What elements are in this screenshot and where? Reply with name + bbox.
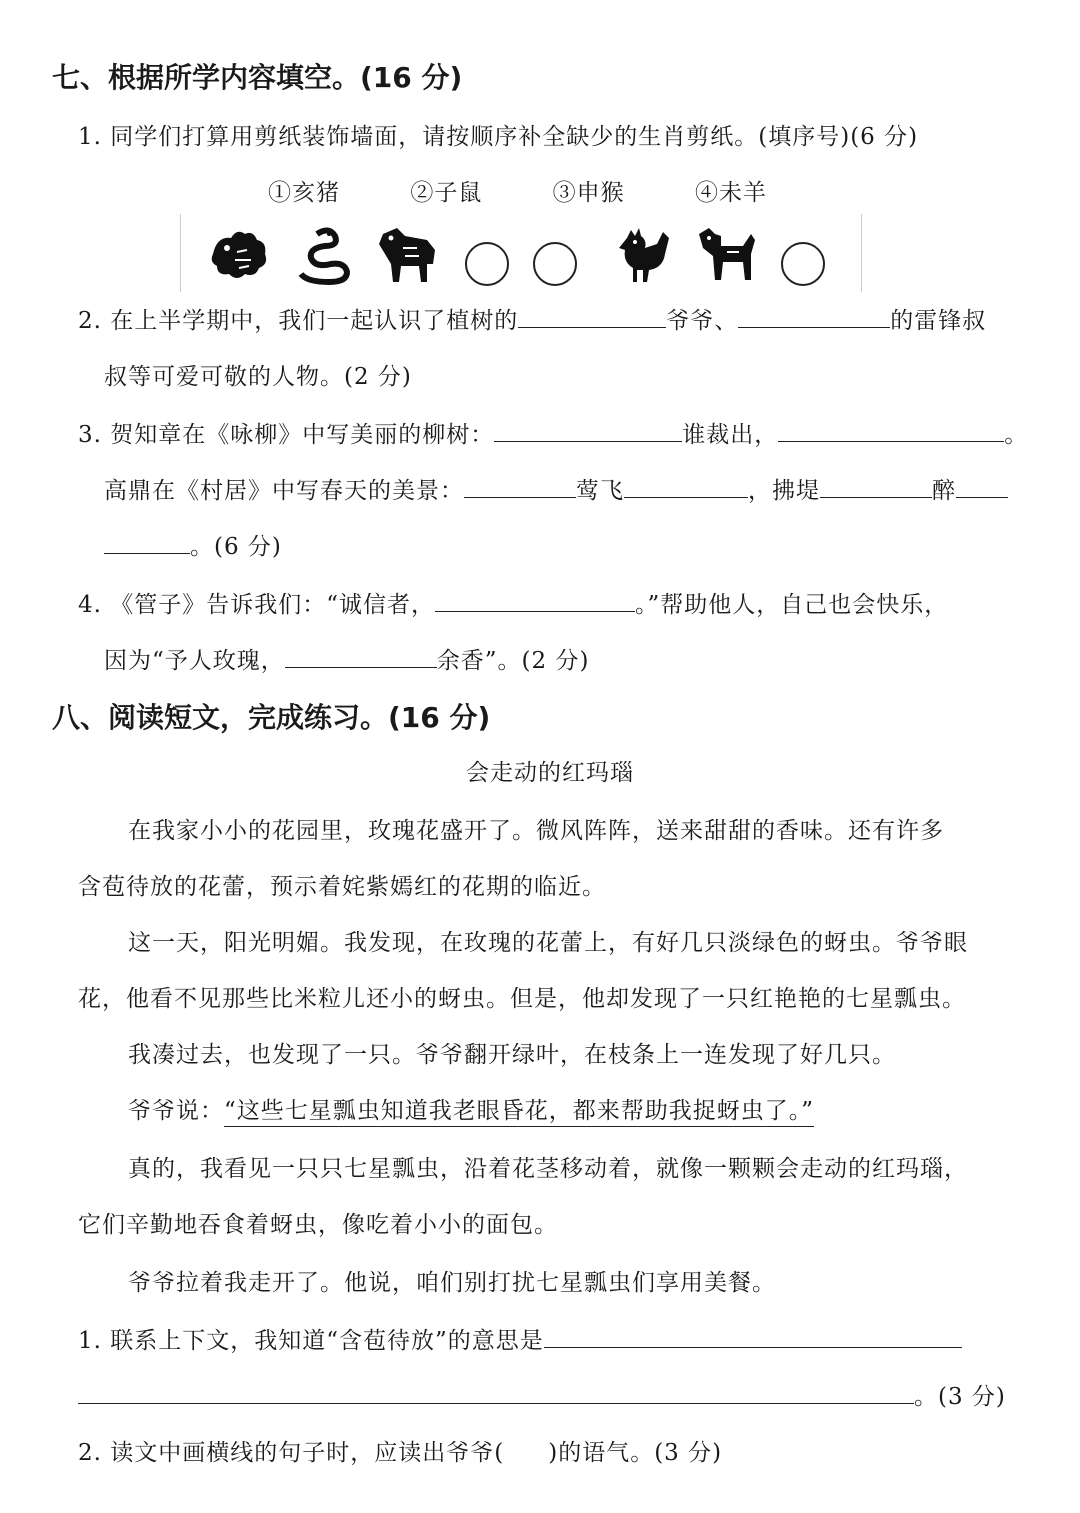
q3-line3 xyxy=(104,528,282,561)
q3-text-e: 莺飞 xyxy=(576,478,624,504)
q3-text-b: 谁裁出， xyxy=(682,422,779,448)
q4-text-b: 。”帮助他人，自己也会快乐， xyxy=(635,592,949,618)
q3-text-g: 醉 xyxy=(932,478,956,504)
q2-line2: 叔等可爱可敬的人物。(2 分) xyxy=(104,364,412,390)
s8-q1-blank-2[interactable] xyxy=(78,1383,914,1404)
s8-q2-line xyxy=(78,1434,722,1467)
passage-line-8: 爷爷拉着我走开了。他说，咱们别打扰七星瓢虫们享用美餐。 xyxy=(128,1270,776,1296)
dog-icon xyxy=(695,224,757,286)
q3-blank-2[interactable] xyxy=(778,421,1004,442)
passage-line-3: 这一天，阳光明媚。我发现，在玫瑰的花蕾上，有好几只淡绿色的蚜虫。爷爷眼 xyxy=(128,930,968,956)
q2-blank-2[interactable] xyxy=(738,307,890,328)
q3-blank-6b[interactable] xyxy=(104,533,190,554)
option-2: ②子鼠 xyxy=(410,180,483,206)
q2-text-a: 2. 在上半学期中，我们一起认识了植树的 xyxy=(78,308,519,334)
blank-slot-3 xyxy=(781,242,825,286)
s8-q1-blank-1[interactable] xyxy=(544,1327,962,1348)
q4-text-a: 4. 《管子》告诉我们：“诚信者， xyxy=(78,592,436,618)
passage-title: 会走动的红玛瑙 xyxy=(466,760,634,786)
q3-blank-3[interactable] xyxy=(464,477,576,498)
quote-prefix: 爷爷说： xyxy=(128,1098,224,1124)
dragon-icon xyxy=(207,224,273,284)
zodiac-strip xyxy=(180,214,862,292)
passage-line-1: 在我家小小的花园里，玫瑰花盛开了。微风阵阵，送来甜甜的香味。还有许多 xyxy=(128,818,944,844)
q3-blank-6[interactable] xyxy=(956,477,1008,498)
s8-q1-line1 xyxy=(78,1322,962,1355)
q2-text-c: 的雷锋叔 xyxy=(890,308,987,334)
s8-q1-line2 xyxy=(78,1378,1006,1411)
q4-text-c: 因为“予人玫瑰， xyxy=(104,648,285,674)
q3-blank-4[interactable] xyxy=(624,477,748,498)
passage-line-2: 含苞待放的花蕾，预示着姹紫嫣红的花期的临近。 xyxy=(78,874,606,900)
q3-text-c: 。 xyxy=(1004,422,1029,448)
section7-title: 七、根据所学内容填空。(16 分) xyxy=(52,61,463,94)
rooster-icon xyxy=(617,224,671,286)
passage-line-4: 花，他看不见那些比米粒儿还小的蚜虫。但是，他却发现了一只红艳艳的七星瓢虫。 xyxy=(78,986,966,1012)
q4-line2 xyxy=(104,642,589,675)
q2-line1 xyxy=(78,302,986,335)
q4-line1 xyxy=(78,586,948,619)
q2-text-b: 爷爷、 xyxy=(666,308,739,334)
q1-text: 1. 同学们打算用剪纸装饰墙面，请按顺序补全缺少的生肖剪纸。(填序号)(6 分) xyxy=(78,124,919,150)
q2-blank-1[interactable] xyxy=(518,307,666,328)
s8-q1-text-b: 。(3 分) xyxy=(914,1384,1006,1410)
q3-blank-5[interactable] xyxy=(820,477,932,498)
snake-icon xyxy=(295,224,355,286)
option-4: ④未羊 xyxy=(694,180,767,206)
q3-text-a: 3. 贺知章在《咏柳》中写美丽的柳树： xyxy=(78,422,495,448)
q3-blank-1[interactable] xyxy=(494,421,682,442)
passage-line-7: 它们辛勤地吞食着蚜虫，像吃着小小的面包。 xyxy=(78,1212,558,1238)
q4-blank-1[interactable] xyxy=(435,591,635,612)
q4-text-d: 余香”。(2 分) xyxy=(436,648,590,674)
s8-q1-text-a: 1. 联系上下文，我知道“含苞待放”的意思是 xyxy=(78,1328,544,1354)
s8-q2-text-a: 2. 读文中画横线的句子时，应读出爷爷( xyxy=(78,1440,505,1466)
q4-blank-2[interactable] xyxy=(285,647,437,668)
q3-line1 xyxy=(78,416,1028,449)
q3-line2 xyxy=(104,472,1008,505)
blank-slot-1 xyxy=(465,242,509,286)
q3-text-h: 。(6 分) xyxy=(190,534,282,560)
q3-text-d: 高鼎在《村居》中写春天的美景： xyxy=(104,478,464,504)
passage-line-5: 我凑过去，也发现了一只。爷爷翻开绿叶，在枝条上一连发现了好几只。 xyxy=(128,1042,896,1068)
s8-q2-text-b: )的语气。(3 分) xyxy=(548,1440,723,1466)
q3-text-f: ，拂堤 xyxy=(748,478,820,504)
passage-quote-line xyxy=(128,1092,814,1125)
section8-title: 八、阅读短文，完成练习。(16 分) xyxy=(52,701,491,734)
horse-icon xyxy=(377,224,441,286)
blank-slot-2 xyxy=(533,242,577,286)
underlined-quote: “这些七星瓢虫知道我老眼昏花，都来帮助我捉蚜虫了。” xyxy=(224,1098,814,1127)
passage-line-6: 真的，我看见一只只七星瓢虫，沿着花茎移动着，就像一颗颗会走动的红玛瑙， xyxy=(128,1156,968,1182)
option-1: ①亥猪 xyxy=(268,180,340,206)
option-3: ③申猴 xyxy=(552,180,625,206)
q1-options xyxy=(268,174,829,207)
